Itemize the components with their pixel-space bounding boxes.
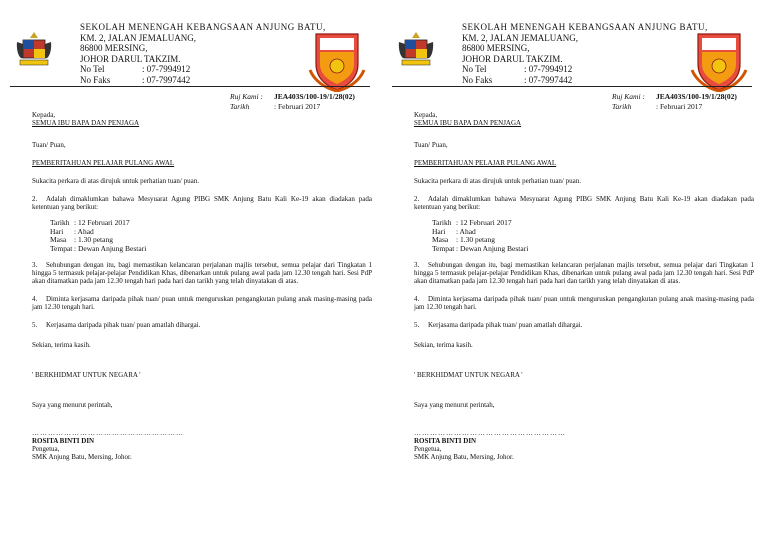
kepada: Kepada, (32, 111, 56, 119)
detail-row: Tempat : Dewan Anjung Bestari (50, 243, 147, 253)
letter-body (414, 111, 754, 461)
school-name: SEKOLAH MENENGAH KEBANGSAAN ANJUNG BATU, (80, 22, 326, 32)
intro-paragraph: Sukacita perkara di atas dirujuk untuk perhatian tuan/ puan. (414, 177, 581, 185)
event-details (432, 219, 754, 253)
paragraph-3: 3. Sehubungan dengan itu, bagi memastikan kelancaran perjalanan majlis tersebut, semua pelajar dari Tingkatan 1 hingga 5 termasuk pelajar-pelajar Pendidikan Khas, dibenarkan untuk pulang awal pada jam 12.30 tengah hari. Sesi PdP akan ditamatkan pada jam 12.30 tengah hari pada hari dan tarikh yang telah dinyatakan di atas. (32, 261, 372, 285)
subject: PEMBERITAHUAN PELAJAR PULANG AWAL (32, 159, 175, 167)
fax-value: : 07-7997442 (142, 74, 191, 85)
school-logo-icon (308, 30, 366, 92)
letter-copy-1 (10, 0, 380, 543)
paragraph-5: 5. Kerjasama daripada pihak tuan/ puan amatlah dihargai. (32, 321, 201, 329)
detail-row: Tempat : Dewan Anjung Bestari (432, 243, 529, 253)
letter-copy-2 (392, 0, 762, 543)
ref-value: JEA403S/100-19/1/28(02) (656, 92, 737, 101)
detail-row: Tarikh : 12 Februari 2017 (432, 218, 512, 227)
ref-label: Ruj Kami : (612, 92, 645, 101)
paragraph-2: 2. Adalah dimaklumkan bahawa Mesyuarat Agung PIBG SMK Anjung Batu Kali Ke-19 akan diadakan pada ketentuan yang berikut: (414, 195, 754, 211)
thanks: Sekian, terima kasih. (32, 341, 91, 349)
kepada: Kepada, (414, 111, 438, 119)
school-address-line-3: JOHOR DARUL TAKZIM. (462, 53, 563, 64)
detail-row: Hari : Ahad (432, 226, 476, 236)
date-value: : Februari 2017 (656, 102, 703, 111)
malaysia-coat-of-arms-icon (14, 30, 54, 70)
tel-value: : 07-7994912 (524, 64, 573, 74)
signer-org: SMK Anjung Batu, Mersing, Johor. (32, 453, 132, 461)
signer-title: Pengetua, (32, 445, 60, 453)
ref-value: JEA403S/100-19/1/28(02) (274, 92, 355, 101)
date-label: Tarikh (230, 102, 250, 111)
detail-row: Hari : Ahad (50, 226, 94, 236)
signature-line: ………………………………………………… (414, 429, 566, 437)
command-line: Saya yang menurut perintah, (32, 401, 113, 409)
ref-label: Ruj Kami : (230, 92, 263, 101)
fax-label: No Faks (80, 74, 111, 85)
signer-name: ROSITA BINTI DIN (32, 437, 95, 445)
paragraph-4: 4. Diminta kerjasama daripada pihak tuan/ puan untuk menguruskan pengangkutan pulang anak masing-masing pada jam 12.30 tengah hari. (414, 295, 754, 311)
signer-title: Pengetua, (414, 445, 442, 453)
date-label: Tarikh (612, 102, 632, 111)
school-letterhead (80, 22, 326, 85)
signer-name: ROSITA BINTI DIN (414, 437, 477, 445)
school-address-line-2: 86800 MERSING, (462, 43, 530, 53)
detail-row: Masa : 1.30 petang (432, 235, 495, 244)
motto: ' BERKHIDMAT UNTUK NEGARA ' (32, 371, 141, 379)
paragraph-2: 2. Adalah dimaklumkan bahawa Mesyuarat Agung PIBG SMK Anjung Batu Kali Ke-19 akan diadakan pada ketentuan yang berikut: (32, 195, 372, 211)
school-address-line-1: KM. 2, JALAN JEMALUANG, (462, 32, 578, 43)
fax-row (462, 75, 708, 86)
thanks: Sekian, terima kasih. (414, 341, 473, 349)
school-address-line-2: 86800 MERSING, (80, 43, 148, 53)
school-name: SEKOLAH MENENGAH KEBANGSAAN ANJUNG BATU, (462, 22, 708, 32)
detail-row: Tarikh : 12 Februari 2017 (50, 218, 130, 227)
subject: PEMBERITAHUAN PELAJAR PULANG AWAL (414, 159, 557, 167)
tel-label: No Tel (462, 64, 487, 74)
paragraph-4: 4. Diminta kerjasama daripada pihak tuan/ puan untuk menguruskan pengangkutan pulang anak masing-masing pada jam 12.30 tengah hari. (32, 295, 372, 311)
detail-row: Masa : 1.30 petang (50, 235, 113, 244)
school-logo-icon (690, 30, 748, 92)
date-value: : Februari 2017 (274, 102, 321, 111)
paragraph-3: 3. Sehubungan dengan itu, bagi memastikan kelancaran perjalanan majlis tersebut, semua pelajar dari Tingkatan 1 hingga 5 termasuk pelajar-pelajar Pendidikan Khas, dibenarkan untuk pulang awal pada jam 12.30 tengah hari. Sesi PdP akan ditamatkan pada jam 12.30 tengah hari pada hari dan tarikh yang telah dinyatakan di atas. (414, 261, 754, 285)
letterhead-rule (392, 86, 752, 87)
reference-block (612, 92, 737, 112)
salutation: Tuan/ Puan, (32, 141, 66, 149)
tel-value: : 07-7994912 (142, 64, 191, 74)
fax-label: No Faks (462, 74, 493, 85)
fax-row (80, 75, 326, 86)
tel-row (462, 64, 708, 75)
letter-body (32, 111, 372, 461)
reference-block (230, 92, 355, 112)
fax-value: : 07-7997442 (524, 74, 573, 85)
signer-org: SMK Anjung Batu, Mersing, Johor. (414, 453, 514, 461)
recipient: SEMUA IBU BAPA DAN PENJAGA (32, 119, 140, 127)
malaysia-coat-of-arms-icon (396, 30, 436, 70)
recipient: SEMUA IBU BAPA DAN PENJAGA (414, 119, 522, 127)
school-letterhead (462, 22, 708, 85)
letterhead-rule (10, 86, 370, 87)
paragraph-5: 5. Kerjasama daripada pihak tuan/ puan amatlah dihargai. (414, 321, 583, 329)
school-address-line-3: JOHOR DARUL TAKZIM. (80, 53, 181, 64)
school-address-line-1: KM. 2, JALAN JEMALUANG, (80, 32, 196, 43)
salutation: Tuan/ Puan, (414, 141, 448, 149)
tel-label: No Tel (80, 64, 105, 74)
motto: ' BERKHIDMAT UNTUK NEGARA ' (414, 371, 523, 379)
tel-row (80, 64, 326, 75)
command-line: Saya yang menurut perintah, (414, 401, 495, 409)
signature-line: ………………………………………………… (32, 429, 184, 437)
intro-paragraph: Sukacita perkara di atas dirujuk untuk perhatian tuan/ puan. (32, 177, 199, 185)
event-details (50, 219, 372, 253)
